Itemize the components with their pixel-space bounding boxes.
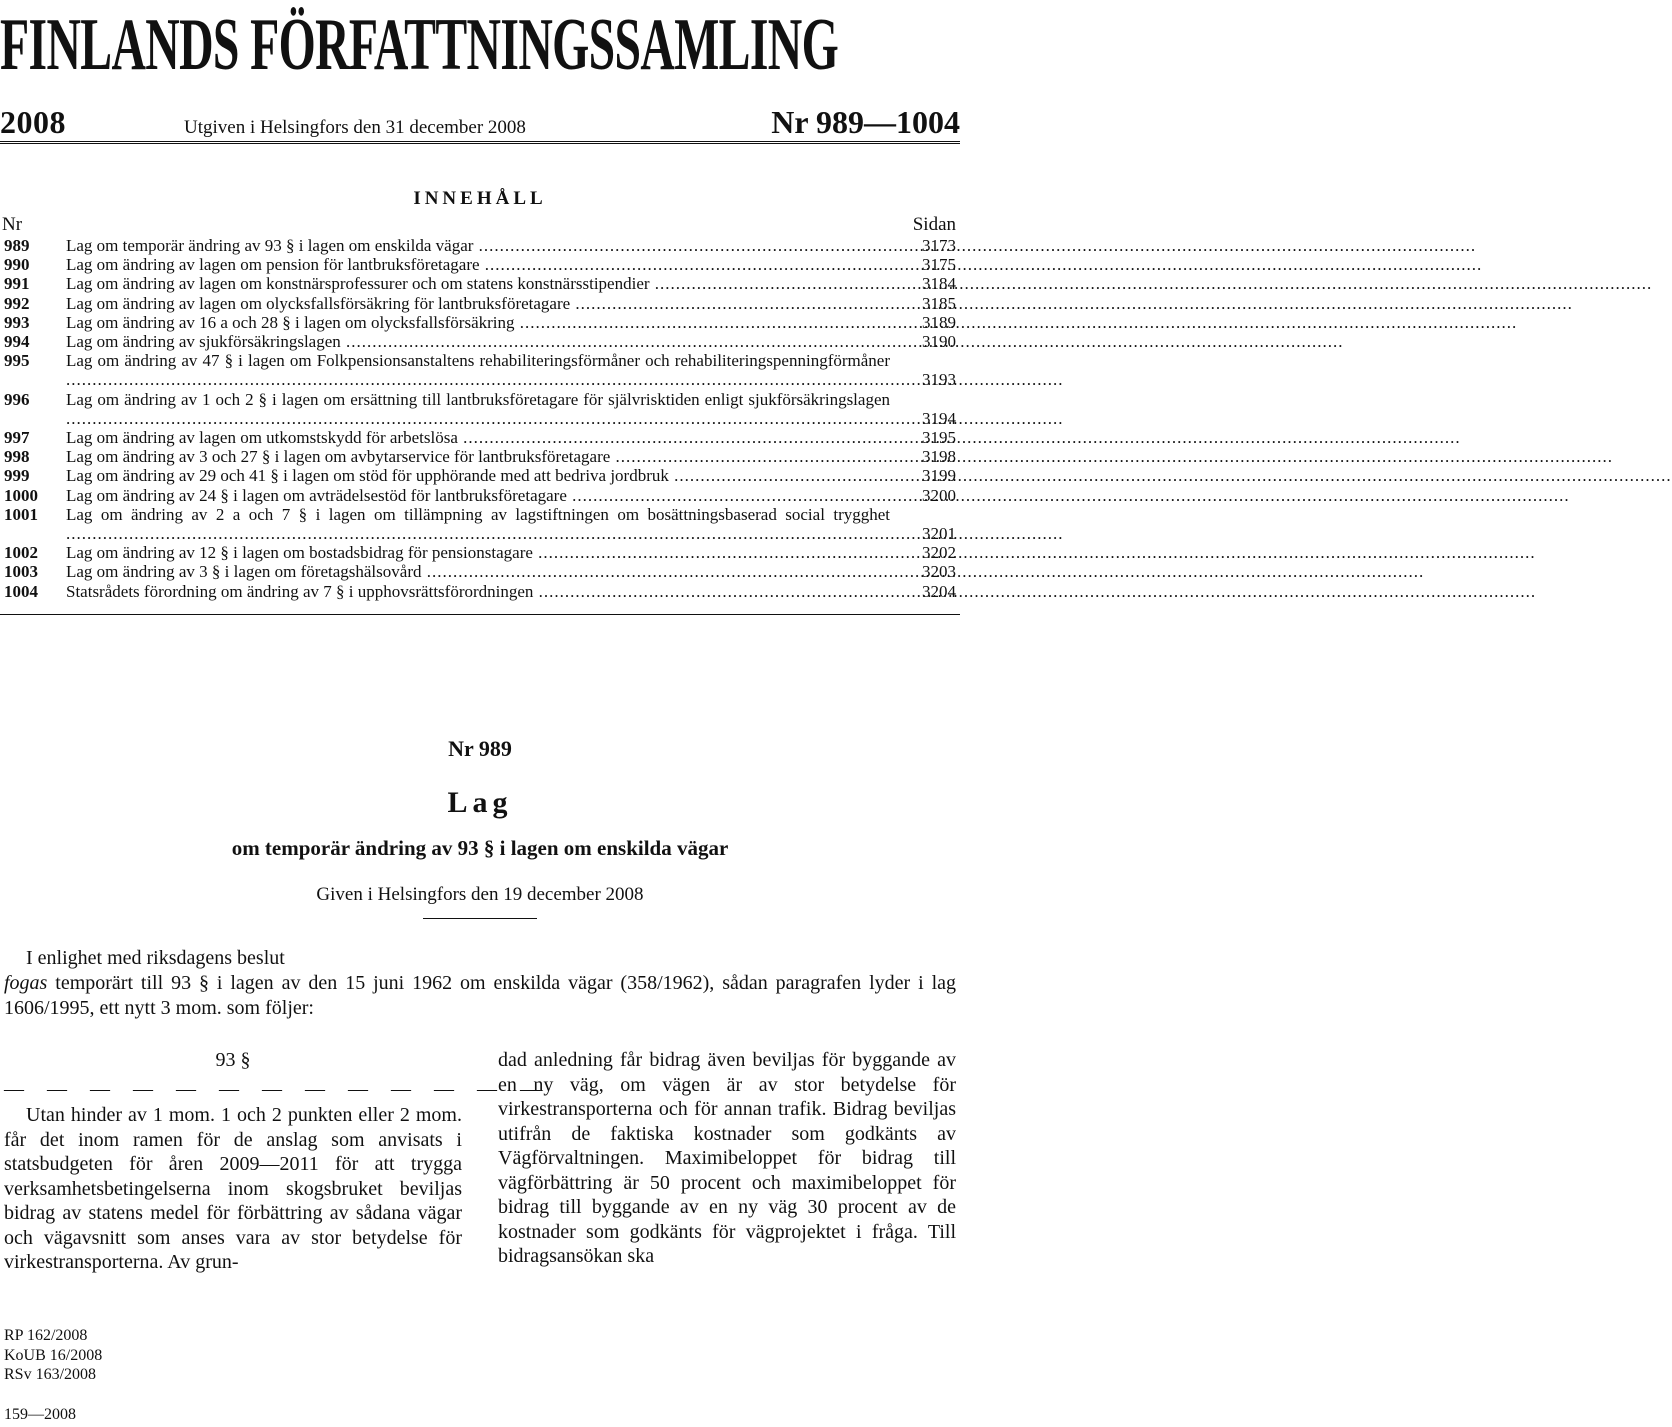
toc-row-title: Lag om ändring av sjukförsäkringslagen .....	[66, 332, 890, 351]
reference-koub: KoUB 16/2008	[4, 1346, 103, 1364]
toc-col-nr: Nr	[2, 214, 23, 235]
toc-row-number: 998	[4, 447, 30, 467]
toc-row-page: 3189	[922, 312, 956, 332]
act-divider	[423, 918, 537, 919]
toc-row	[0, 332, 960, 351]
section-heading: 93 §	[215, 1049, 251, 1071]
toc-row-page: 3195	[922, 428, 956, 448]
reference-rp: RP 162/2008	[4, 1327, 88, 1344]
toc-row-title: Lag om ändring av lagen om konstnärsprofessurer och om statens konstnärsstipendier .....	[66, 274, 890, 293]
toc-row-number: 989	[4, 236, 30, 255]
footer-code: 159—2008	[4, 1406, 76, 1423]
section-text-left: Utan hinder av 1 mom. 1 och 2 punkten eller 2 mom. får det inom ramen för de anslag som anvisats i statsbudgeten för åren 2009—2011 för att trygga verksamhetsbetingelserna inom skogsbruket beviljas bidrag av statens medel för förbättring av sådana vägar och vägavsnitt som anses vara av stor betydelse för virkestransporterna. Av grun-	[4, 1104, 462, 1273]
act-number: Nr 989	[448, 736, 512, 761]
toc-row-page: 3200	[922, 485, 956, 505]
preamble-body	[4, 971, 956, 1021]
masthead-title: FINLANDS FÖRFATTNINGSSAMLING	[0, 4, 839, 86]
toc-row	[0, 274, 960, 293]
toc-row-page: 3190	[922, 332, 956, 352]
toc-row-number: 996	[4, 389, 30, 409]
toc-row-title: Lag om ändring av 3 och 27 § i lagen om avbytarservice för lantbruksföretagare .....	[66, 447, 890, 466]
toc-row-title: Lag om ändring av 29 och 41 § i lagen om stöd för upphörande med att bedriva jordbruk .....	[66, 466, 890, 485]
toc-col-page: Sidan	[912, 214, 956, 235]
toc-row-title: Lag om ändring av 3 § i lagen om företagshälsovård .....	[66, 562, 890, 581]
toc-row	[0, 294, 960, 313]
toc-title: INNEHÅLL	[413, 188, 547, 209]
toc-row-page: 3185	[922, 293, 956, 313]
reference-rsv: RSv 163/2008	[4, 1366, 97, 1383]
toc-row-page: 3204	[922, 581, 956, 601]
toc-row-number: 1000	[4, 485, 38, 505]
preamble-fogas: fogas	[4, 972, 48, 994]
toc-row-number: 1002	[4, 543, 38, 563]
toc-row	[0, 582, 960, 601]
toc-row-page: 3201	[922, 524, 956, 544]
toc-row-number: 999	[4, 466, 30, 486]
act-kind: Lag	[447, 786, 513, 819]
preamble-rest: temporärt till 93 § i lagen av den 15 juni 1962 om enskilda vägar (358/1962), sådan paragrafen lyder i lag 1606/1995, ett nytt 3 mom. som följer:	[4, 972, 956, 1019]
toc-row-title: Lag om ändring av 24 § i lagen om avträdelsestöd för lantbruksföretagare .....	[66, 486, 890, 505]
toc-row-number: 990	[4, 255, 30, 275]
toc-row-number: 992	[4, 293, 30, 313]
toc-row-page: 3194	[922, 408, 956, 428]
toc-row	[0, 236, 960, 255]
toc-row	[0, 255, 960, 274]
toc-row	[0, 486, 960, 505]
body-column-left	[4, 1048, 549, 1275]
toc-row	[0, 505, 960, 543]
toc-row-number: 1003	[4, 562, 38, 582]
toc-row-title: Lag om ändring av 47 § i lagen om Folkpensionsanstaltens rehabiliteringsförmåner och rehabiliteringspenningförmåner .....	[66, 351, 890, 389]
preamble	[4, 946, 956, 1021]
omission-dashes: — — — — — — — — — — — — —	[4, 1077, 549, 1100]
toc-row-title: Lag om ändring av lagen om utkomstskydd för arbetslösa .....	[66, 428, 890, 447]
legislative-references	[4, 1326, 102, 1385]
issue-published-date: Utgiven i Helsingfors den 31 december 2008	[184, 117, 526, 138]
toc-row-number: 995	[4, 351, 30, 371]
toc-row-title: Lag om ändring av 12 § i lagen om bostadsbidrag för pensionstagare .....	[66, 543, 890, 562]
toc-row	[0, 466, 960, 485]
toc-row-number: 997	[4, 428, 30, 448]
issue-numbers: Nr 989—1004	[771, 104, 960, 140]
toc-row	[0, 562, 960, 581]
toc-row-page: 3173	[922, 236, 956, 255]
toc-row-page: 3175	[922, 255, 956, 275]
toc-row-title: Lag om temporär ändring av 93 § i lagen om enskilda vägar .....	[66, 236, 890, 255]
toc-row-title: Lag om ändring av lagen om pension för lantbruksföretagare .....	[66, 255, 890, 274]
issue-year: 2008	[0, 104, 66, 140]
toc-row-page: 3198	[922, 447, 956, 467]
toc-divider	[0, 614, 960, 615]
preamble-intro: I enlighet med riksdagens beslut	[26, 947, 285, 969]
toc-row-number: 993	[4, 312, 30, 332]
toc-row-title: Lag om ändring av 1 och 2 § i lagen om ersättning till lantbruksföretagare för självrisktiden enligt sjukförsäkringslagen .....	[66, 390, 890, 428]
section-text-right: dad anledning får bidrag även beviljas för byggande av en ny väg, om vägen är av stor betydelse för virkestransporterna och för annan trafik. Bidrag beviljas utifrån de faktiska kostnader som godkänts av Vägförvaltningen. Maximibeloppet för bidrag till vägförbättring är 50 procent och maximibeloppet för bidrag till byggande av en ny väg 30 procent av de kostnader som godkänts för vägprojektet i fråga. Till bidragsansökan ska	[498, 1049, 956, 1267]
toc-row-page: 3203	[922, 562, 956, 582]
toc-row-page: 3193	[922, 370, 956, 390]
toc-row-title: Lag om ändring av 16 a och 28 § i lagen om olycksfallsförsäkring .....	[66, 313, 890, 332]
toc-row-number: 994	[4, 332, 30, 352]
toc-row	[0, 390, 960, 428]
toc-row	[0, 428, 960, 447]
toc-row-page: 3199	[922, 466, 956, 486]
toc-row-page: 3184	[922, 274, 956, 294]
toc-row-page: 3202	[922, 543, 956, 563]
toc-row	[0, 447, 960, 466]
table-of-contents	[0, 236, 960, 601]
toc-row	[0, 313, 960, 332]
toc-row-title: Statsrådets förordning om ändring av 7 § i upphovsrättsförordningen .....	[66, 582, 890, 601]
toc-row-title: Lag om ändring av 2 a och 7 § i lagen om tillämpning av lagstiftningen om bosättningsbaserad social trygghet .....	[66, 505, 890, 543]
toc-row	[0, 351, 960, 389]
toc-row	[0, 543, 960, 562]
toc-row-number: 1004	[4, 581, 38, 601]
act-given-date: Given i Helsingfors den 19 december 2008	[316, 884, 644, 905]
toc-row-number: 1001	[4, 504, 38, 524]
issue-header	[0, 104, 960, 144]
toc-row-title: Lag om ändring av lagen om olycksfallsförsäkring för lantbruksföretagare .....	[66, 294, 890, 313]
act-title: om temporär ändring av 93 § i lagen om enskilda vägar	[231, 836, 729, 860]
toc-row-number: 991	[4, 274, 30, 294]
